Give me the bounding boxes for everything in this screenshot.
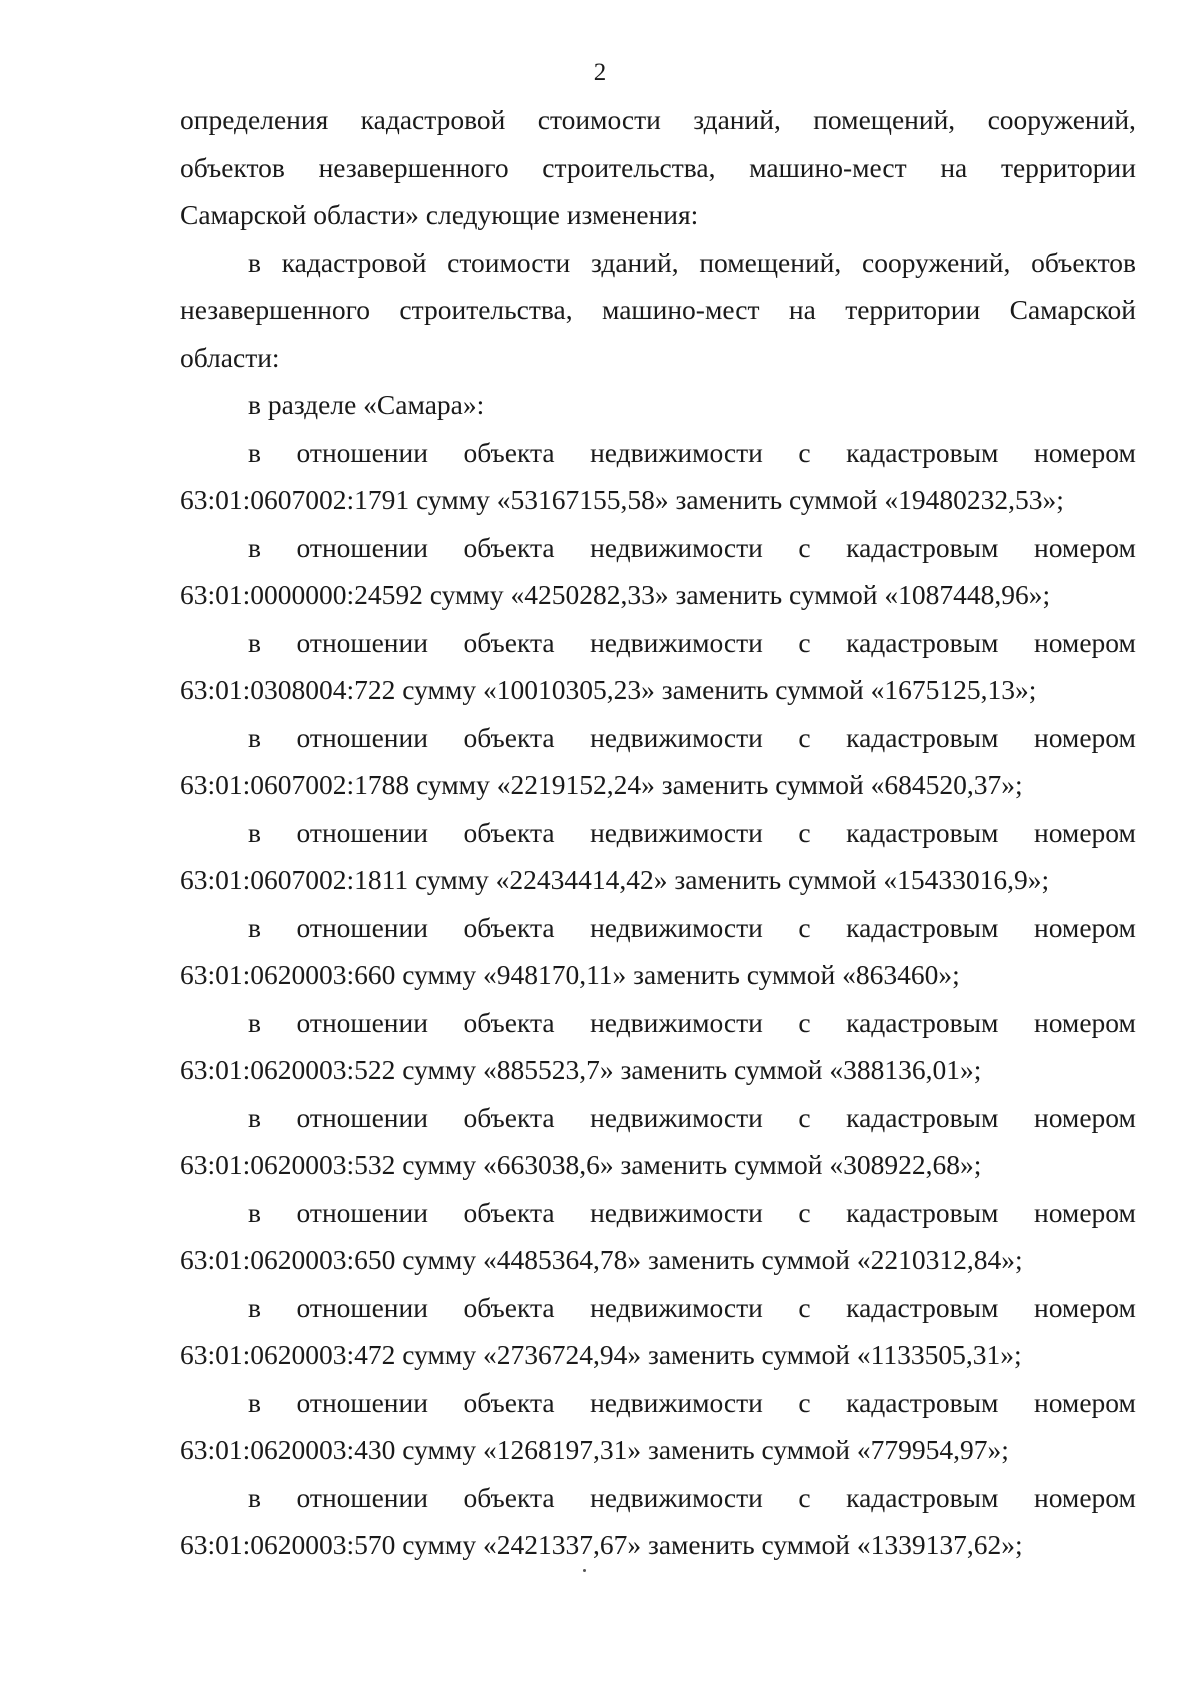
intro-line-2-word: на: [940, 151, 968, 183]
entry-lead-word: отношении: [296, 531, 428, 563]
entry-detail-line: 63:01:0620003:532 сумму «663038,6» заменить суммой «308922,68»;: [180, 1149, 982, 1180]
entry-lead-line: [180, 999, 1136, 1047]
entry-lead-word: объекта: [463, 816, 555, 848]
entry-detail-line: 63:01:0620003:430 сумму «1268197,31» заменить суммой «779954,97»;: [180, 1434, 1009, 1465]
entry-lead-word: объекта: [463, 436, 555, 468]
entry-lead-word: номером: [1033, 816, 1136, 848]
entry-lead-line: [180, 429, 1136, 477]
entry-lead-word: номером: [1033, 1101, 1136, 1133]
entry-lead-word: объекта: [463, 911, 555, 943]
entry-lead-line: [180, 714, 1136, 762]
entry-lead-line: [180, 809, 1136, 857]
page-number: 2: [593, 59, 607, 86]
entry-lead-word: кадастровым: [846, 911, 999, 943]
entry-lead-word: с: [798, 1101, 811, 1133]
entry-lead-word: объекта: [463, 1386, 555, 1418]
entry-lead-line: [180, 619, 1136, 667]
para2-line-1-word: зданий,: [590, 246, 679, 278]
entry-lead-word: с: [798, 1196, 811, 1228]
entries-list: [180, 429, 1136, 1569]
entry-lead-word: кадастровым: [846, 436, 999, 468]
entry-lead-word: объекта: [463, 1101, 555, 1133]
intro-line-1-word: стоимости: [537, 104, 661, 135]
intro-line-1-word: зданий,: [693, 104, 781, 135]
entry-lead-word: с: [798, 911, 811, 943]
entry-lead-word: кадастровым: [846, 1386, 999, 1418]
entry-lead-word: в: [248, 436, 261, 468]
para2-line-2-word: незавершенного: [180, 294, 371, 325]
entry-lead-word: номером: [1033, 721, 1136, 753]
entry-detail-line: 63:01:0607002:1788 сумму «2219152,24» заменить суммой «684520,37»;: [180, 769, 1023, 800]
entry-lead-line: [180, 1379, 1136, 1427]
entry-detail-line: 63:01:0620003:522 сумму «885523,7» заменить суммой «388136,01»;: [180, 1054, 982, 1085]
entry-lead-word: недвижимости: [590, 1386, 763, 1418]
para2-line-1-word: стоимости: [447, 246, 571, 278]
entry-lead-word: кадастровым: [846, 531, 999, 563]
entry-lead-word: в: [248, 1196, 261, 1228]
entry-lead-word: в: [248, 1101, 261, 1133]
entry-lead-word: кадастровым: [846, 626, 999, 658]
entry-lead-word: недвижимости: [590, 531, 763, 563]
entry-lead-word: кадастровым: [846, 1101, 999, 1133]
entry-lead-word: кадастровым: [846, 1291, 999, 1323]
para2-line-1-word: сооружений,: [862, 246, 1011, 278]
entry-lead-word: объекта: [463, 1006, 555, 1038]
intro-line-2-word: территории: [1000, 151, 1136, 183]
entry-lead-word: отношении: [296, 626, 428, 658]
entry-lead-line: [180, 1474, 1136, 1522]
entry-lead-word: номером: [1033, 1196, 1136, 1228]
para2-line-2-word: Самарской: [1009, 294, 1136, 325]
para2-line-2-word: машино-мест: [602, 294, 760, 325]
entry-lead-word: отношении: [296, 1196, 428, 1228]
entry-lead-line: [180, 1189, 1136, 1237]
entry-lead-word: недвижимости: [590, 626, 763, 658]
entry-lead-word: в: [248, 1481, 261, 1513]
entry-detail-line: 63:01:0620003:570 сумму «2421337,67» заменить суммой «1339137,62»;: [180, 1529, 1023, 1560]
section-heading: в разделе «Самара»:: [248, 389, 485, 420]
entry-lead-word: номером: [1033, 1481, 1136, 1513]
entry-lead-word: недвижимости: [590, 1481, 763, 1513]
entry-detail-line: 63:01:0607002:1811 сумму «22434414,42» заменить суммой «15433016,9»;: [180, 864, 1050, 895]
para2-line-2: [180, 286, 1136, 334]
entry-lead-word: отношении: [296, 816, 428, 848]
entry-lead-word: с: [798, 1006, 811, 1038]
para2-line-1-word: кадастровой: [281, 246, 427, 278]
entry-lead-word: номером: [1033, 436, 1136, 468]
para2-line-1: [180, 239, 1136, 287]
entry-lead-word: отношении: [296, 1101, 428, 1133]
entry-lead-word: отношении: [296, 1006, 428, 1038]
para2-line-1-word: в: [248, 246, 261, 278]
entry-lead-word: отношении: [296, 1291, 428, 1323]
entry-lead-word: кадастровым: [846, 1006, 999, 1038]
intro-line-2-word: машино-мест: [749, 151, 907, 183]
entry-lead-word: кадастровым: [846, 1481, 999, 1513]
para2-line-2-word: территории: [845, 294, 981, 325]
entry-lead-word: объекта: [463, 626, 555, 658]
entry-lead-word: с: [798, 626, 811, 658]
entry-lead-word: кадастровым: [846, 1196, 999, 1228]
scan-dot: [583, 1569, 586, 1572]
intro-line-2-word: незавершенного: [318, 151, 509, 183]
entry-lead-word: недвижимости: [590, 1196, 763, 1228]
entry-detail-line: 63:01:0620003:660 сумму «948170,11» заменить суммой «863460»;: [180, 959, 960, 990]
entry-lead-word: объекта: [463, 1291, 555, 1323]
entry-lead-word: с: [798, 531, 811, 563]
entry-lead-line: [180, 904, 1136, 952]
entry-lead-word: объекта: [463, 1196, 555, 1228]
entry-lead-word: с: [798, 1386, 811, 1418]
entry-lead-line: [180, 1094, 1136, 1142]
entry-lead-word: номером: [1033, 1291, 1136, 1323]
entry-lead-word: кадастровым: [846, 721, 999, 753]
entry-lead-word: с: [798, 436, 811, 468]
entry-lead-word: с: [798, 1291, 811, 1323]
entry-lead-word: отношении: [296, 436, 428, 468]
entry-lead-line: [180, 524, 1136, 572]
document-body: [180, 96, 1136, 1569]
intro-line-3: Самарской области» следующие изменения:: [180, 199, 699, 230]
entry-lead-word: недвижимости: [590, 1006, 763, 1038]
para2-line-2-word: строительства,: [399, 294, 573, 325]
intro-line-1-word: кадастровой: [360, 104, 506, 135]
entry-lead-word: в: [248, 1386, 261, 1418]
intro-line-1-word: определения: [180, 104, 329, 135]
entry-lead-word: недвижимости: [590, 1101, 763, 1133]
entry-lead-word: недвижимости: [590, 1291, 763, 1323]
intro-line-2-word: объектов: [180, 151, 285, 183]
entry-lead-word: в: [248, 721, 261, 753]
entry-lead-word: недвижимости: [590, 816, 763, 848]
entry-detail-line: 63:01:0308004:722 сумму «10010305,23» заменить суммой «1675125,13»;: [180, 674, 1037, 705]
intro-line-1-word: помещений,: [813, 104, 956, 135]
intro-line-2: [180, 144, 1136, 192]
intro-line-1: [180, 96, 1136, 144]
entry-detail-line: 63:01:0607002:1791 сумму «53167155,58» заменить суммой «19480232,53»;: [180, 484, 1064, 515]
entry-lead-word: отношении: [296, 721, 428, 753]
entry-lead-word: номером: [1033, 626, 1136, 658]
entry-lead-word: объекта: [463, 531, 555, 563]
entry-detail-line: 63:01:0620003:472 сумму «2736724,94» заменить суммой «1133505,31»;: [180, 1339, 1022, 1370]
entry-lead-word: недвижимости: [590, 721, 763, 753]
entry-lead-word: в: [248, 1291, 261, 1323]
entry-lead-word: недвижимости: [590, 911, 763, 943]
entry-lead-word: номером: [1033, 531, 1136, 563]
entry-lead-word: кадастровым: [846, 816, 999, 848]
intro-line-1-word: сооружений,: [987, 104, 1136, 135]
entry-lead-line: [180, 1284, 1136, 1332]
entry-lead-word: объекта: [463, 721, 555, 753]
entry-lead-word: в: [248, 816, 261, 848]
entry-lead-word: номером: [1033, 1386, 1136, 1418]
entry-lead-word: в: [248, 531, 261, 563]
entry-lead-word: отношении: [296, 1481, 428, 1513]
entry-lead-word: номером: [1033, 1006, 1136, 1038]
para2-line-3: области:: [180, 341, 280, 373]
entry-lead-word: с: [798, 721, 811, 753]
entry-detail-line: 63:01:0000000:24592 сумму «4250282,33» заменить суммой «1087448,96»;: [180, 579, 1051, 610]
intro-line-2-word: строительства,: [542, 151, 716, 183]
entry-lead-word: недвижимости: [590, 436, 763, 468]
entry-lead-word: номером: [1033, 911, 1136, 943]
entry-lead-word: с: [798, 816, 811, 848]
entry-lead-word: отношении: [296, 911, 428, 943]
entry-lead-word: в: [248, 626, 261, 658]
entry-lead-word: в: [248, 911, 261, 943]
entry-lead-word: объекта: [463, 1481, 555, 1513]
entry-lead-word: с: [798, 1481, 811, 1513]
entry-detail-line: 63:01:0620003:650 сумму «4485364,78» заменить суммой «2210312,84»;: [180, 1244, 1023, 1275]
para2-line-1-word: объектов: [1031, 246, 1136, 278]
para2-line-1-word: помещений,: [699, 246, 842, 278]
para2-line-2-word: на: [788, 294, 816, 325]
entry-lead-word: в: [248, 1006, 261, 1038]
entry-lead-word: отношении: [296, 1386, 428, 1418]
